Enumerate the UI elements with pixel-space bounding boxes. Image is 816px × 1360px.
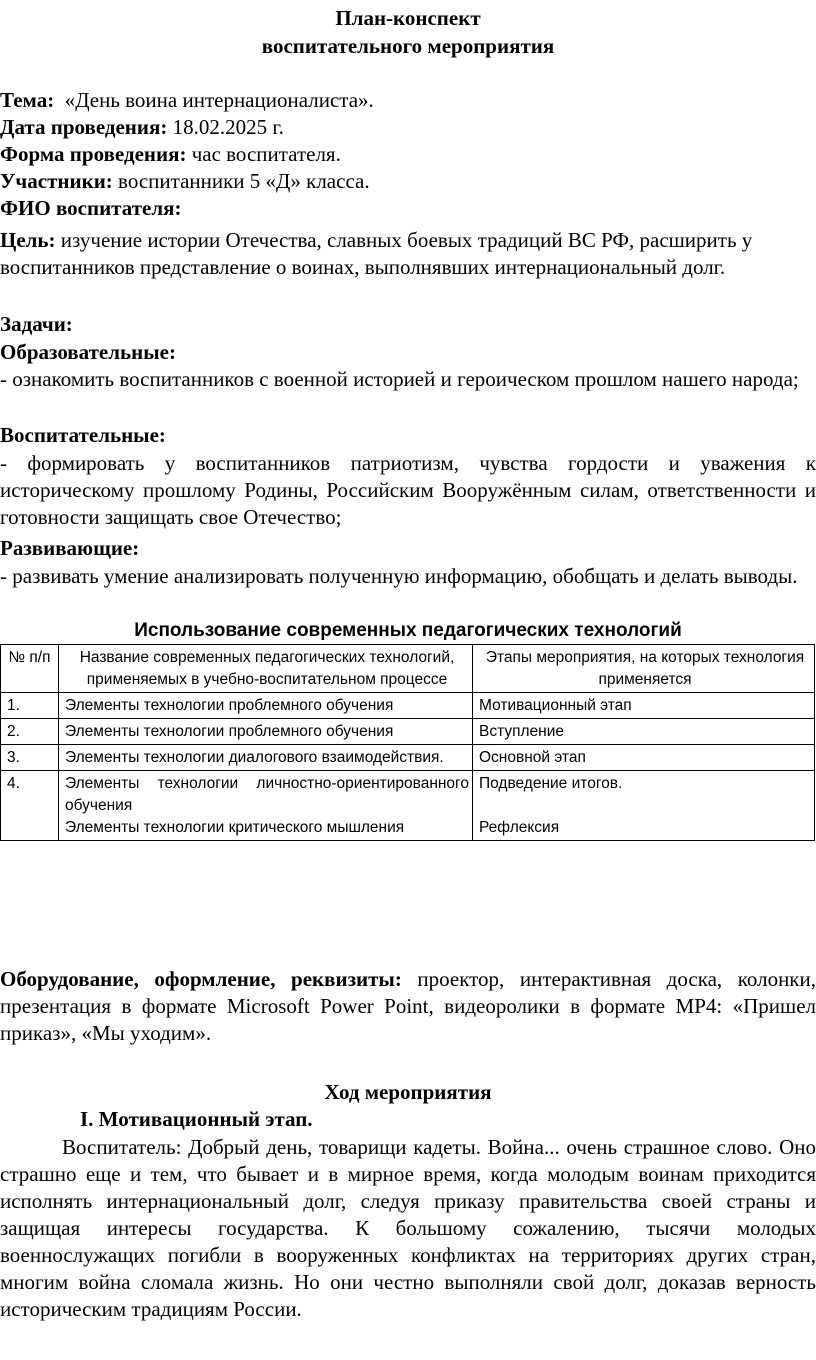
topic-label: Тема:: [0, 88, 55, 112]
topic-value: «День воина интернационалиста».: [64, 88, 374, 112]
stage-heading: I. Мотивационный этап.: [80, 1107, 313, 1131]
tasks-heading: Задачи:: [0, 312, 73, 336]
table-row: [1, 719, 815, 745]
participants-value: воспитанники 5 «Д» класса.: [118, 169, 370, 193]
table-header-row: [1, 645, 815, 693]
teacher-label: ФИО воспитателя:: [0, 196, 182, 220]
row-tech: Элементы технологии проблемного обучения: [59, 719, 473, 745]
form-value: час воспитателя.: [191, 142, 341, 166]
row-tech-cell: [59, 771, 473, 841]
table-row: [1, 745, 815, 771]
dev-label: Развивающие:: [0, 536, 140, 560]
date-label: Дата проведения:: [0, 115, 168, 139]
course-heading: Ход мероприятия: [324, 1080, 492, 1104]
upbr-label: Воспитательные:: [0, 423, 166, 447]
doc-title-line2: воспитательного мероприятия: [261, 34, 555, 58]
table-row: [1, 693, 815, 719]
topic-line: [0, 87, 816, 114]
row-stage-secondary: Рефлексия: [479, 819, 560, 836]
participants-line: [0, 168, 816, 195]
row-tech: Элементы технологии личностно-ориентированного обучения: [65, 775, 469, 814]
row-tech: Элементы технологии диалогового взаимодействия.: [59, 745, 473, 771]
row-tech-secondary: Элементы технологии критического мышления: [65, 819, 405, 836]
form-line: [0, 141, 816, 168]
tech-table-title: Использование современных педагогических технологий: [134, 620, 682, 641]
row-tech: Элементы технологии проблемного обучения: [59, 693, 473, 719]
upbr-text: - формировать у воспитанников патриотизм, чувства гордости и уважения к историческому прошлому Родины, Российским Вооружённым силам, ответственности и готовности защищать свое Отечество;: [0, 451, 816, 529]
table-row: [1, 771, 815, 841]
goal-label: Цель:: [0, 228, 56, 252]
row-num: 2.: [1, 719, 59, 745]
goal-paragraph: [0, 227, 816, 281]
equipment-text: проектор, интерактивная доска, колонки, презентация в формате Microsoft Power Point, видеоролики в формате МР4: «Пришел приказ», «Мы уходим».: [0, 967, 816, 1045]
dev-text: - развивать умение анализировать полученную информацию, обобщать и делать выводы.: [0, 564, 798, 588]
date-line: [0, 114, 816, 141]
goal-value: изучение истории Отечества, славных боевых традиций ВС РФ, расширить у воспитанников представление о воинах, выполнявших интернациональный долг.: [0, 228, 753, 279]
row-stage: Основной этап: [473, 745, 815, 771]
row-num: 1.: [1, 693, 59, 719]
edu-text: - ознакомить воспитанников с военной историей и героическом прошлом нашего народа;: [0, 367, 799, 391]
row-stage: Мотивационный этап: [473, 693, 815, 719]
equipment-label: Оборудование, оформление, реквизиты:: [0, 967, 402, 991]
doc-title-line1: План-конспект: [335, 6, 481, 30]
date-value: 18.02.2025 г.: [172, 115, 284, 139]
participants-label: Участники:: [0, 169, 113, 193]
teacher-line: [0, 195, 816, 222]
row-stage: Вступление: [473, 719, 815, 745]
row-num: 4.: [1, 771, 59, 841]
col-header-stage: Этапы мероприятия, на которых технология применяется: [473, 645, 815, 693]
equipment-paragraph: [0, 966, 816, 1047]
row-stage-cell: [473, 771, 815, 841]
edu-label: Образовательные:: [0, 340, 176, 364]
row-num: 3.: [1, 745, 59, 771]
course-text: Воспитатель: Добрый день, товарищи кадеты. Война... очень страшное слово. Оно страшно еще и тем, что бывает и в мирное время, когда молодым воинам приходится исполнять интернациональный долг, следуя приказу правительства своей страны и защищая интересы государства. К большому сожалению, тысячи молодых военнослужащих погибли в вооруженных конфликтах на территориях других стран, многим война сломала жизнь. Но они честно выполняли свой долг, доказав верность историческим традициям России.: [0, 1135, 816, 1321]
col-header-num: № п/п: [1, 645, 59, 693]
form-label: Форма проведения:: [0, 142, 187, 166]
tech-table: [0, 644, 815, 841]
row-stage: Подведение итогов.: [479, 775, 623, 792]
col-header-tech: Название современных педагогических технологий, применяемых в учебно-воспитательном процессе: [59, 645, 473, 693]
